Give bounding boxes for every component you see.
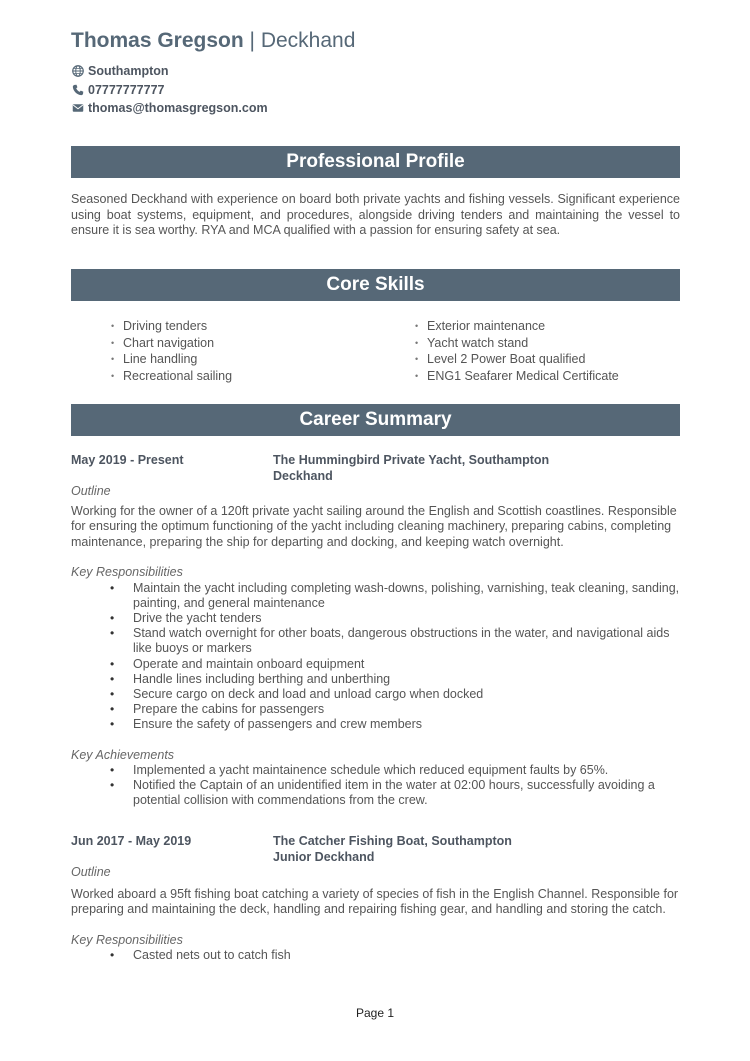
responsibilities-list — [71, 948, 686, 963]
skill-item: • Line handling — [111, 351, 415, 368]
job-header — [71, 453, 686, 484]
job-outline: Working for the owner of a 120ft private yacht sailing around the English and Scottish coastlines. Responsible for ensuring the optimum functioning of the yacht including cleaning machinery, preparing cabins, completing maintenance, preparing the ship for departing and docking, and keeping watch overnight. — [71, 503, 677, 549]
list-item: • Prepare the cabins for passengers — [133, 702, 686, 717]
location-text: Southampton — [88, 64, 169, 79]
skills-column-right — [415, 318, 719, 384]
candidate-name: Thomas Gregson — [71, 29, 244, 52]
job-dates: Jun 2017 - May 2019 — [71, 834, 192, 848]
skill-item: • Chart navigation — [111, 335, 415, 352]
candidate-role: Deckhand — [260, 29, 356, 52]
list-item: • Casted nets out to catch fish — [133, 948, 686, 963]
list-item: • Notified the Captain of an unidentified item in the water at 02:00 hours, successfully avoiding a potential collision with commendations from the crew. — [133, 778, 686, 808]
profile-text: Seasoned Deckhand with experience on board both private yachts and fishing vessels. Significant experience using boat systems, equipment, and procedures, alongside driving tenders and maintaining the vessel to ensure it is sea worthy. RYA and MCA qualified with a passion for ensuring safety at sea. — [71, 192, 680, 237]
job-employer: The Catcher Fishing Boat, Southampton — [273, 834, 512, 848]
outline-label: Outline — [71, 484, 111, 498]
job-position: Junior Deckhand — [273, 849, 375, 864]
contact-email — [71, 99, 355, 118]
job-employer: The Hummingbird Private Yacht, Southampton — [273, 453, 550, 467]
skill-item: • ENG1 Seafarer Medical Certificate — [415, 368, 719, 385]
phone-text: 07777777777 — [88, 82, 165, 97]
job-title-block — [273, 834, 512, 865]
job-position: Deckhand — [273, 468, 333, 483]
list-item: • Ensure the safety of passengers and crew members — [133, 717, 686, 732]
section-title-profile: Professional Profile — [71, 146, 680, 178]
job-entry — [71, 834, 686, 963]
skill-item: • Exterior maintenance — [415, 318, 719, 335]
achievements-label: Key Achievements — [71, 747, 175, 762]
email-text: thomas@thomasgregson.com — [88, 101, 268, 116]
section-title-career: Career Summary — [71, 404, 680, 436]
globe-icon — [71, 64, 85, 78]
job-dates: May 2019 - Present — [71, 453, 184, 467]
section-title-skills: Core Skills — [71, 269, 680, 301]
job-outline: Worked aboard a 95ft fishing boat catching a variety of species of fish in the English Channel. Responsible for preparing and maintaining the deck, handling and repairing fishing gear, and handling and storing the catch. — [71, 886, 679, 916]
name-separator: | — [243, 29, 261, 52]
list-item: • Implemented a yacht maintainence schedule which reduced equipment faults by 65%. — [133, 763, 686, 778]
list-item: • Secure cargo on deck and load and unload cargo when docked — [133, 687, 686, 702]
responsibilities-list — [71, 581, 686, 733]
job-header — [71, 834, 686, 865]
page-number: Page 1 — [355, 1006, 395, 1020]
contact-location — [71, 62, 355, 81]
list-item: • Drive the yacht tenders — [133, 611, 686, 626]
list-item: • Maintain the yacht including completing wash-downs, polishing, varnishing, teak cleaning, sanding, painting, and general maintenance — [133, 581, 686, 611]
resume-header — [71, 28, 355, 118]
skill-item: • Recreational sailing — [111, 368, 415, 385]
skills-list — [111, 318, 719, 384]
job-title-block — [273, 453, 549, 484]
list-item: • Operate and maintain onboard equipment — [133, 657, 686, 672]
outline-label: Outline — [71, 865, 111, 879]
job-entry — [71, 453, 686, 809]
name-line — [71, 28, 355, 54]
envelope-icon — [71, 101, 85, 115]
skill-item: • Yacht watch stand — [415, 335, 719, 352]
achievements-list — [71, 763, 686, 809]
contact-block — [71, 62, 355, 118]
responsibilities-label: Key Responsibilities — [71, 932, 183, 947]
list-item: • Handle lines including berthing and unberthing — [133, 672, 686, 687]
phone-icon — [71, 83, 85, 97]
skill-item: • Driving tenders — [111, 318, 415, 335]
responsibilities-label: Key Responsibilities — [71, 565, 183, 579]
skill-item: • Level 2 Power Boat qualified — [415, 351, 719, 368]
list-item: • Stand watch overnight for other boats, dangerous obstructions in the water, and navigational aids like buoys or markers — [133, 626, 686, 656]
contact-phone — [71, 81, 355, 100]
skills-column-left — [111, 318, 415, 384]
